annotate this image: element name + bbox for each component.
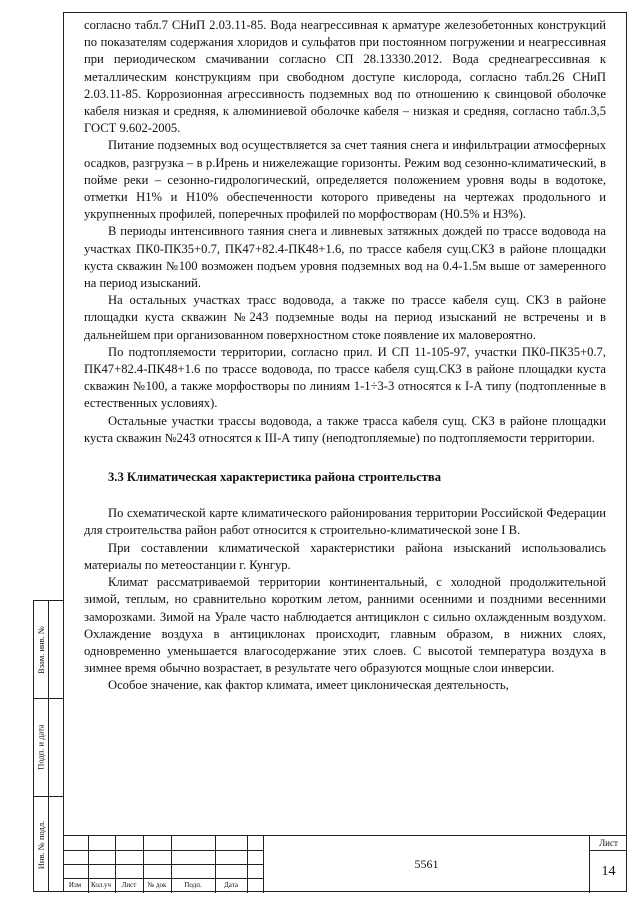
paragraph: Питание подземных вод осуществляется за счет таяния снега и инфильтрации атмосферных осадков, разгрузка – в р.Ирень и нижележащие горизонты. Режим вод сезонно-климатический, в пойме реки – сезонно-гидрологический, определяется положением уровня воды в водотоке, отметки Н1% и Н10% обеспеченности которого приведены на чертежах продольного и укрупненных профилей, поперечных профилей по морфостворам (Н0.5% и Н3%).	[84, 138, 606, 222]
paragraph: В периоды интенсивного таяния снега и ливневых затяжных дождей по трассе водовода на участках ПК0-ПК35+0.7, ПК47+82.4-ПК48+1.6, по трассе кабеля сущ.СКЗ в районе площадки куста скважин №100 возможен подъем уровня подземных вод на 0.4-1.5м выше от замеренного на период изысканий.	[84, 224, 606, 291]
side-stamp-vzam	[34, 601, 48, 698]
paragraph: Особое значение, как фактор климата, имеет циклоническая деятельность,	[108, 678, 509, 693]
col-list: Лист	[121, 881, 137, 889]
col-data: Дата	[224, 881, 238, 889]
revision-row-line	[63, 850, 263, 851]
side-stamp	[33, 600, 63, 892]
section-heading: 3.3 Климатическая характеристика района строительства	[108, 470, 441, 485]
title-block	[63, 835, 627, 892]
revision-table	[63, 836, 263, 893]
side-stamp-inv-text: Инв. № подл.	[36, 820, 46, 869]
paragraph: По подтопляемости территории, согласно прил. И СП 11-105-97, участки ПК0-ПК35+0.7, ПК47+82.4-ПК48+1.6 по трассе водовода, по трассе кабеля сущ.СКЗ в районе площадки куста скважин №100, а также морфостворы по линиям 1-1÷3-3 относятся к I-А типу (подтопленные в естественных условиях).	[84, 344, 606, 411]
col-podp: Подп.	[184, 881, 202, 889]
paragraph: согласно табл.7 СНиП 2.03.11-85. Вода неагрессивная к арматуре железобетонных конструкций по показателям содержания хлоридов и сульфатов при постоянном погружении и неагрессивная при периодическом смачивании согласно СП 28.13330.2012. Вода среднеагрессивная к металлическим конструкциям при свободном доступе кислорода, согласно табл.26 СНиП 2.03.11-85. Коррозионная агрессивность подземных вод по отношению к свинцовой оболочке кабеля низкая и средняя, к алюминиевой оболочке кабеля – низкая и средняя, согласно табл.3,5 ГОСТ 9.602-2005.	[84, 18, 606, 136]
paragraph: При составлении климатической характеристики района изысканий использовались материалы по метеостанции г. Кунгур.	[84, 540, 606, 572]
col-ndok: № док	[147, 881, 167, 889]
paragraph: Климат рассматриваемой территории континентальный, с холодной продолжительной зимой, теплым, но сравнительно коротким летом, ранними осенними и поздними весенними заморозками. Зимой на Урале часто наблюдается антициклон с сильно охлажденным воздухом. Охлаждение воздуха в антициклонах происходит, главным образом, в нижних слоях, одновременно уменьшается влагосодержание этих слоев. С высотой температура воздуха в зимнее время обычно возрастает, в результате чего образуются мощные слои инверсии.	[84, 575, 606, 676]
paragraph: По схематической карте климатического районирования территории Российской Федерации для строительства район работ относится к строительно-климатической зоне I В.	[84, 506, 606, 538]
paragraph: Остальные участки трассы водовода, а также трасса кабеля сущ. СКЗ в районе площадки куста скважин №243 относятся к III-А типу (неподтопляемые) по подтопляемости территории.	[84, 413, 606, 445]
paragraph: На остальных участках трасс водовода, а также по трассе кабеля сущ. СКЗ в районе площадки куста скважин №243 подземные воды на период изысканий не встречены и в дальнейшем при организованном поверхностном стоке появление их маловероятно.	[84, 293, 606, 342]
sheet-number: 14	[601, 863, 616, 879]
col-kol: Кол.уч	[91, 881, 111, 889]
document-body	[84, 17, 606, 695]
side-stamp-podp	[34, 698, 48, 796]
side-stamp-podp-text: Подп. и дата	[36, 724, 47, 770]
side-stamp-vzam-text: Взам. инв. №	[36, 625, 46, 674]
col-izm: Изм	[68, 881, 82, 889]
revision-row-line	[63, 878, 263, 879]
sheet-cell	[589, 836, 627, 893]
document-code: 5561	[263, 836, 589, 893]
revision-row-line	[63, 864, 263, 865]
side-stamp-inv	[34, 796, 48, 893]
sheet-label: Лист	[590, 836, 627, 851]
